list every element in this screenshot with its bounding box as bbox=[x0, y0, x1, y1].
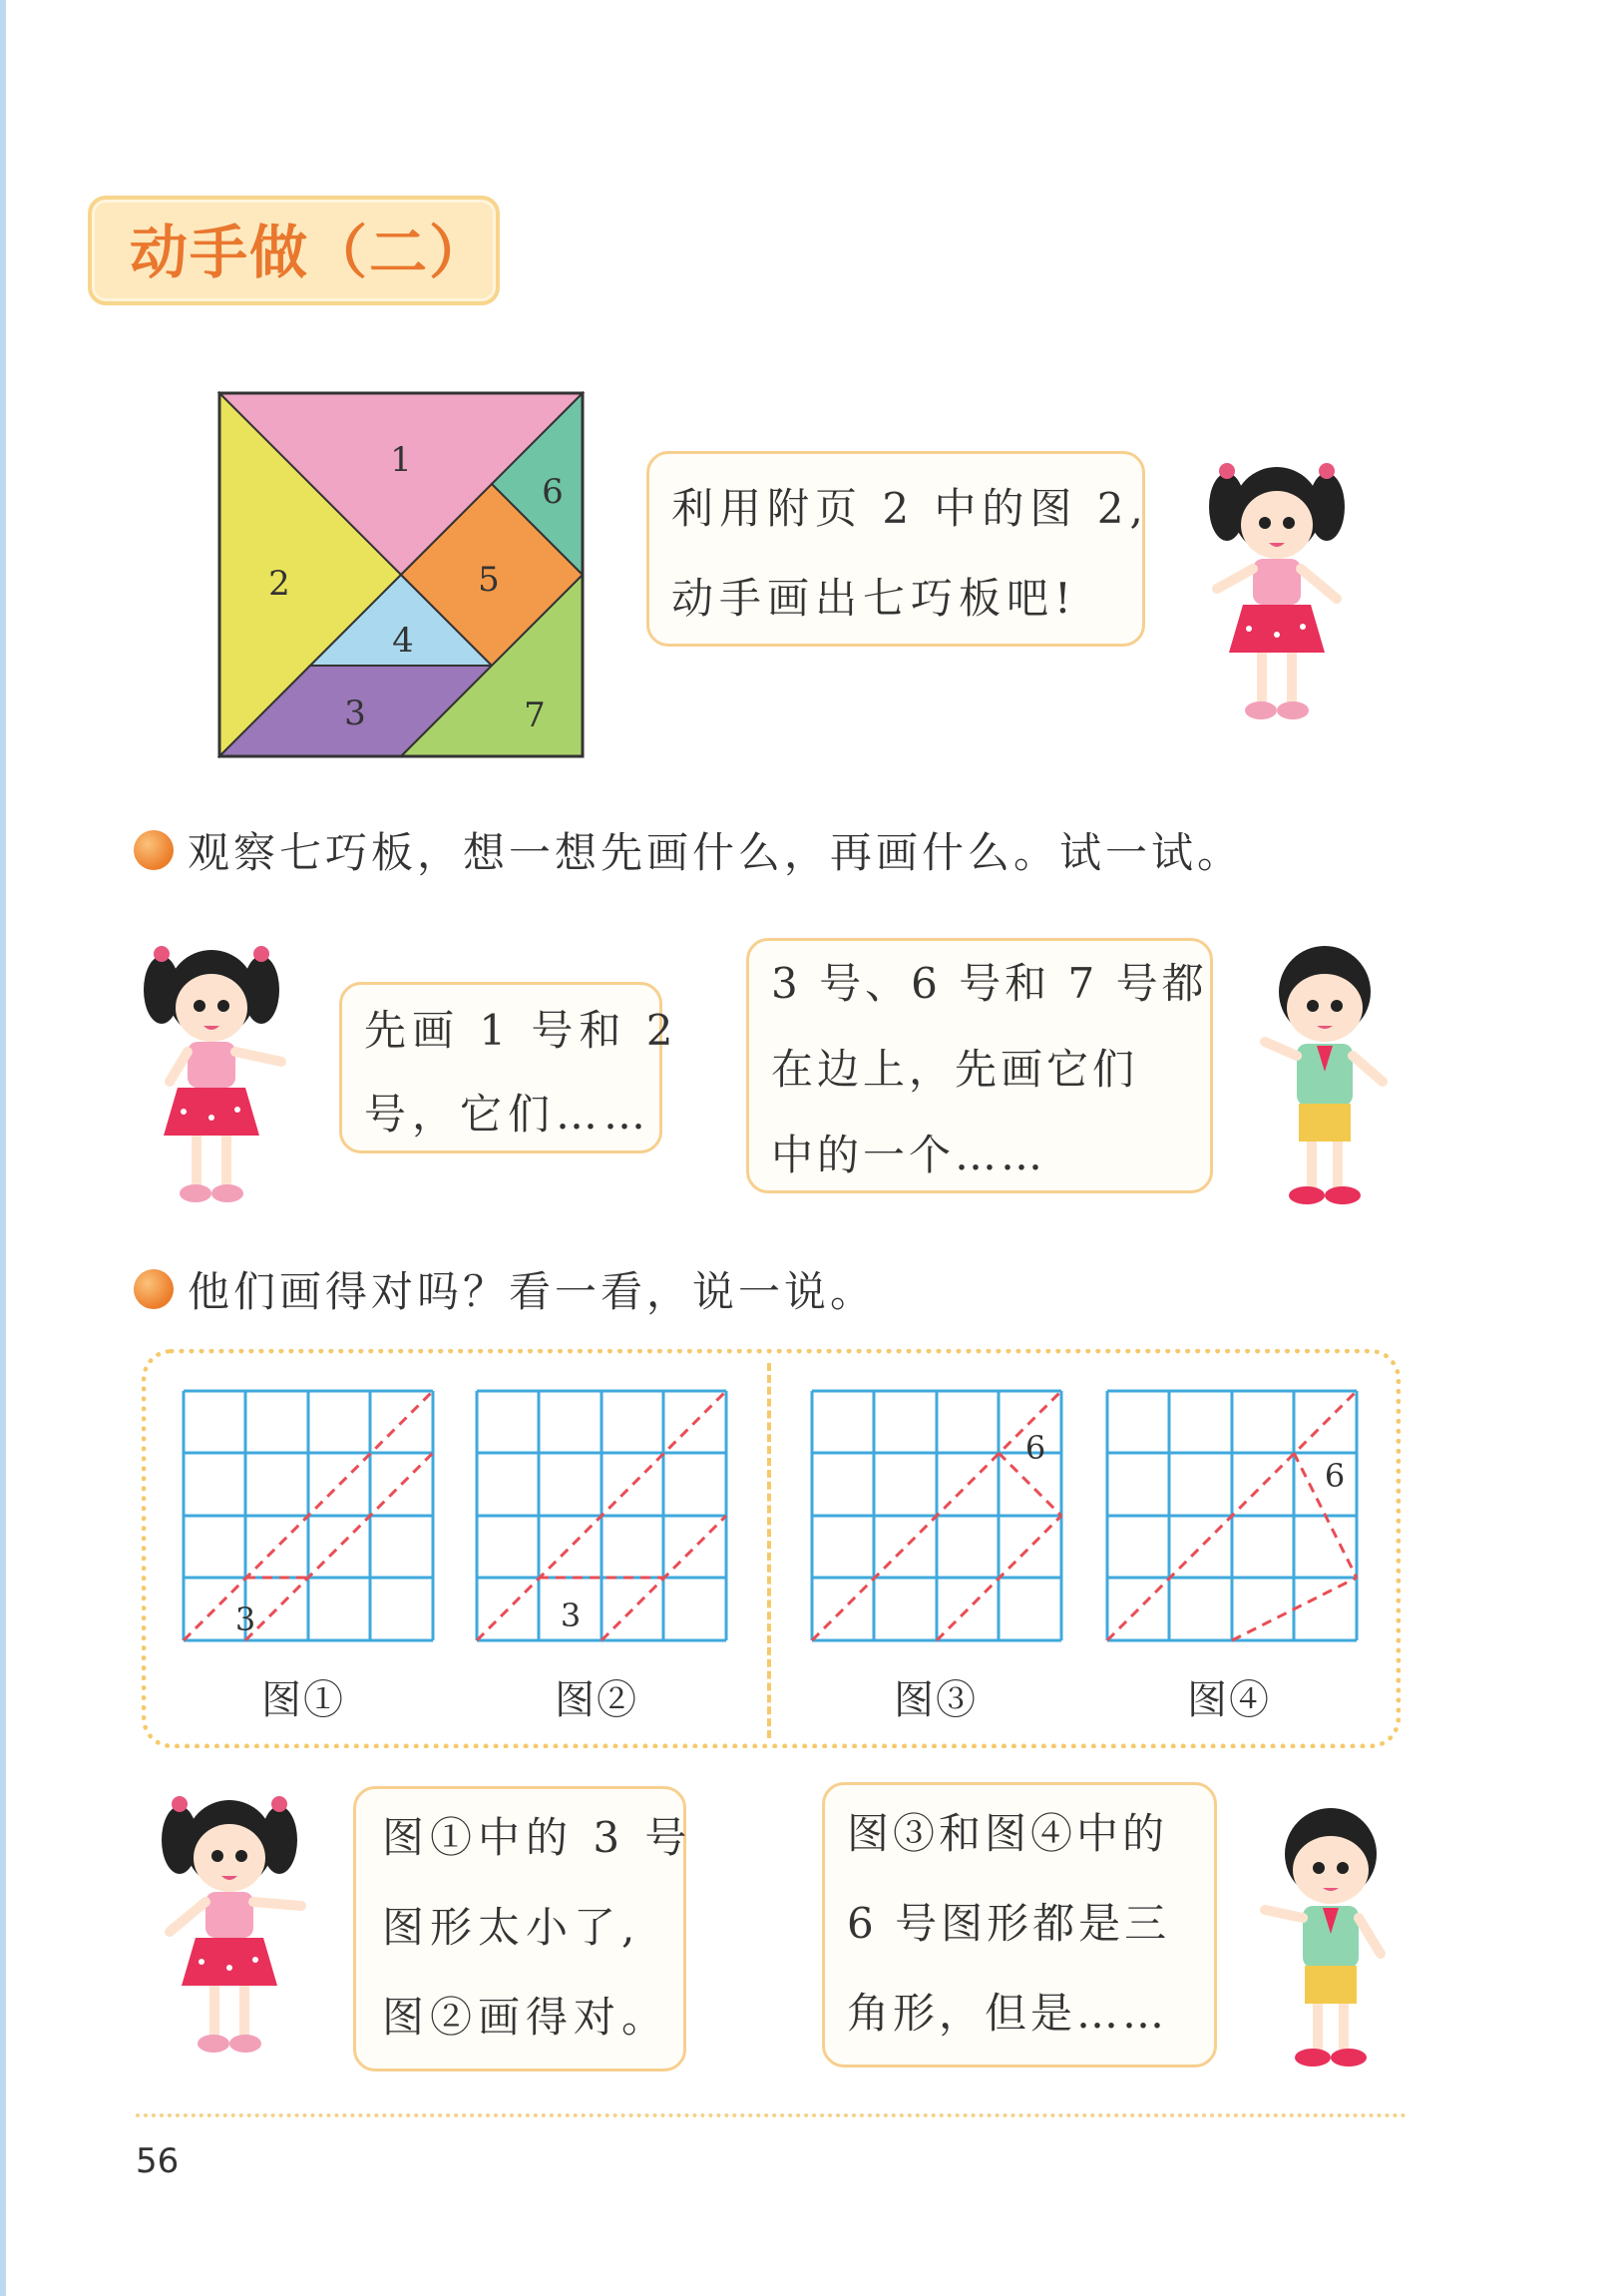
bubble-line: 号，它们…… bbox=[364, 1090, 652, 1139]
bubble-line: 图②画得对。 bbox=[382, 1993, 670, 2042]
figure-caption-2: 图② bbox=[555, 1677, 638, 1723]
tangram-label-6: 6 bbox=[542, 472, 564, 512]
tangram-label-5: 5 bbox=[478, 560, 500, 600]
figure-piece-label: 3 bbox=[234, 1601, 256, 1638]
bubble-line: 动手画出七巧板吧! bbox=[671, 574, 1077, 623]
girl-speech-bubble-2 bbox=[353, 1786, 693, 2071]
bubble-line: 利用附页 2 中的图 2, bbox=[671, 484, 1149, 533]
bullet-dot bbox=[134, 1269, 174, 1309]
bubble-line: 中的一个…… bbox=[771, 1131, 1047, 1179]
figure-piece-label: 3 bbox=[560, 1597, 582, 1634]
figures-divider bbox=[767, 1363, 771, 1738]
figure-caption-4: 图④ bbox=[1187, 1677, 1271, 1723]
girl-illustration bbox=[140, 1782, 319, 2071]
boy-illustration bbox=[1251, 1794, 1411, 2083]
page-edge-rule bbox=[0, 0, 6, 2296]
bubble-line: 在边上，先画它们 bbox=[771, 1045, 1139, 1094]
girl-illustration bbox=[1187, 449, 1367, 738]
bubble-line: 图③和图④中的 bbox=[847, 1809, 1169, 1858]
boy-illustration bbox=[1245, 932, 1405, 1221]
grid-figure-4 bbox=[1105, 1389, 1359, 1642]
boy-speech-bubble-2 bbox=[822, 1782, 1217, 2067]
bullet-dot bbox=[134, 830, 174, 870]
footer-rule bbox=[136, 2113, 1407, 2117]
page-title: 动手做（二） bbox=[130, 219, 490, 286]
tangram-label-2: 2 bbox=[268, 564, 290, 604]
instruction-1: 观察七巧板，想一想先画什么，再画什么。试一试。 bbox=[188, 828, 1244, 877]
girl-speech-bubble-1 bbox=[339, 982, 679, 1153]
bubble-line: 先画 1 号和 2 bbox=[364, 1006, 679, 1055]
boy-speech-bubble-1 bbox=[746, 938, 1213, 1193]
figure-piece-label: 6 bbox=[1024, 1429, 1046, 1467]
instruction-2: 他们画得对吗？看一看，说一说。 bbox=[188, 1267, 877, 1316]
grid-figure-2 bbox=[475, 1389, 728, 1642]
grid-figure-1 bbox=[182, 1389, 435, 1642]
figure-caption-3: 图③ bbox=[894, 1677, 978, 1723]
tangram-label-4: 4 bbox=[392, 621, 414, 661]
bubble-line: 图形太小了, bbox=[382, 1903, 641, 1952]
bubble-line: 6 号图形都是三 bbox=[847, 1899, 1171, 1948]
tangram-label-3: 3 bbox=[344, 693, 366, 733]
tangram-figure bbox=[217, 391, 585, 758]
tangram-label-7: 7 bbox=[524, 695, 546, 735]
bubble-line: 图①中的 3 号 bbox=[382, 1813, 693, 1862]
girl-illustration bbox=[122, 932, 301, 1221]
bubble-line: 角形，但是…… bbox=[847, 1989, 1169, 2038]
grid-figure-3 bbox=[810, 1389, 1063, 1642]
page-number: 56 bbox=[136, 2141, 180, 2181]
intro-speech-bubble bbox=[646, 451, 1149, 647]
figure-caption-1: 图① bbox=[261, 1677, 345, 1723]
tangram-label-1: 1 bbox=[390, 440, 412, 480]
bubble-line: 3 号、6 号和 7 号都 bbox=[771, 959, 1208, 1008]
figure-piece-label: 6 bbox=[1324, 1457, 1346, 1495]
